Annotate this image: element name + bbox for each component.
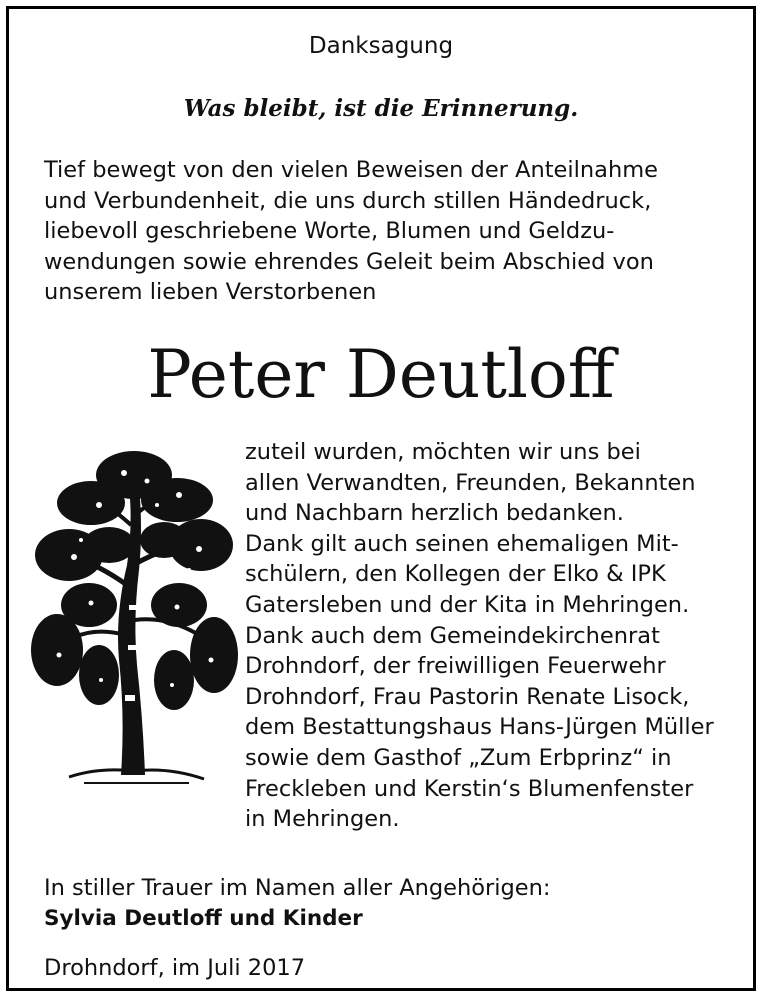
body-line: Drohndorf, der freiwilligen Feuerwehr <box>245 653 666 680</box>
body-line: schülern, den Kollegen der Elko & IPK <box>245 561 666 588</box>
body-line: Dank gilt auch seinen ehemaligen Mit- <box>245 530 679 557</box>
place-date: Drohndorf, im Juli 2017 <box>44 955 306 981</box>
birch-tree-icon <box>29 445 239 790</box>
intro-line: wendungen sowie ehrendes Geleit beim Abschied von <box>44 248 654 275</box>
body-line: Freckleben und Kerstin‘s Blumenfenster <box>245 775 694 802</box>
intro-line: unserem lieben Verstorbenen <box>44 279 377 305</box>
signature: Sylvia Deutloff und Kinder <box>44 906 363 931</box>
intro-line: liebevoll geschriebene Worte, Blumen und Geldzu- <box>44 218 615 244</box>
body-line: dem Bestattungshaus Hans-Jürgen Müller <box>245 714 714 741</box>
intro-paragraph <box>44 155 724 308</box>
intro-line: Tief bewegt von den vielen Beweisen der Anteilnahme <box>44 157 658 183</box>
body-line: zuteil wurden, möchten wir uns bei <box>245 439 641 465</box>
deceased-name: Peter Deutloff <box>147 336 615 413</box>
body-line: und Nachbarn herzlich bedanken. <box>245 500 624 527</box>
body-line: Drohndorf, Frau Pastorin Renate Lisock, <box>245 683 690 710</box>
body-line: in Mehringen. <box>245 806 400 833</box>
body-line: Gatersleben und der Kita in Mehringen. <box>245 591 690 618</box>
obituary-notice <box>6 6 756 991</box>
closing-line: In stiller Trauer im Namen aller Angehörigen: <box>44 875 551 901</box>
body-line: allen Verwandten, Freunden, Bekannten <box>245 469 696 496</box>
body-line: sowie dem Gasthof „Zum Erbprinz“ in <box>245 744 672 771</box>
motto: Was bleibt, ist die Erinnerung. <box>183 95 579 122</box>
intro-line: und Verbundenheit, die uns durch stillen Händedruck, <box>44 187 652 214</box>
body-line: Dank auch dem Gemeindekirchenrat <box>245 622 660 649</box>
thanks-paragraph <box>245 437 745 835</box>
notice-heading: Danksagung <box>308 33 454 59</box>
